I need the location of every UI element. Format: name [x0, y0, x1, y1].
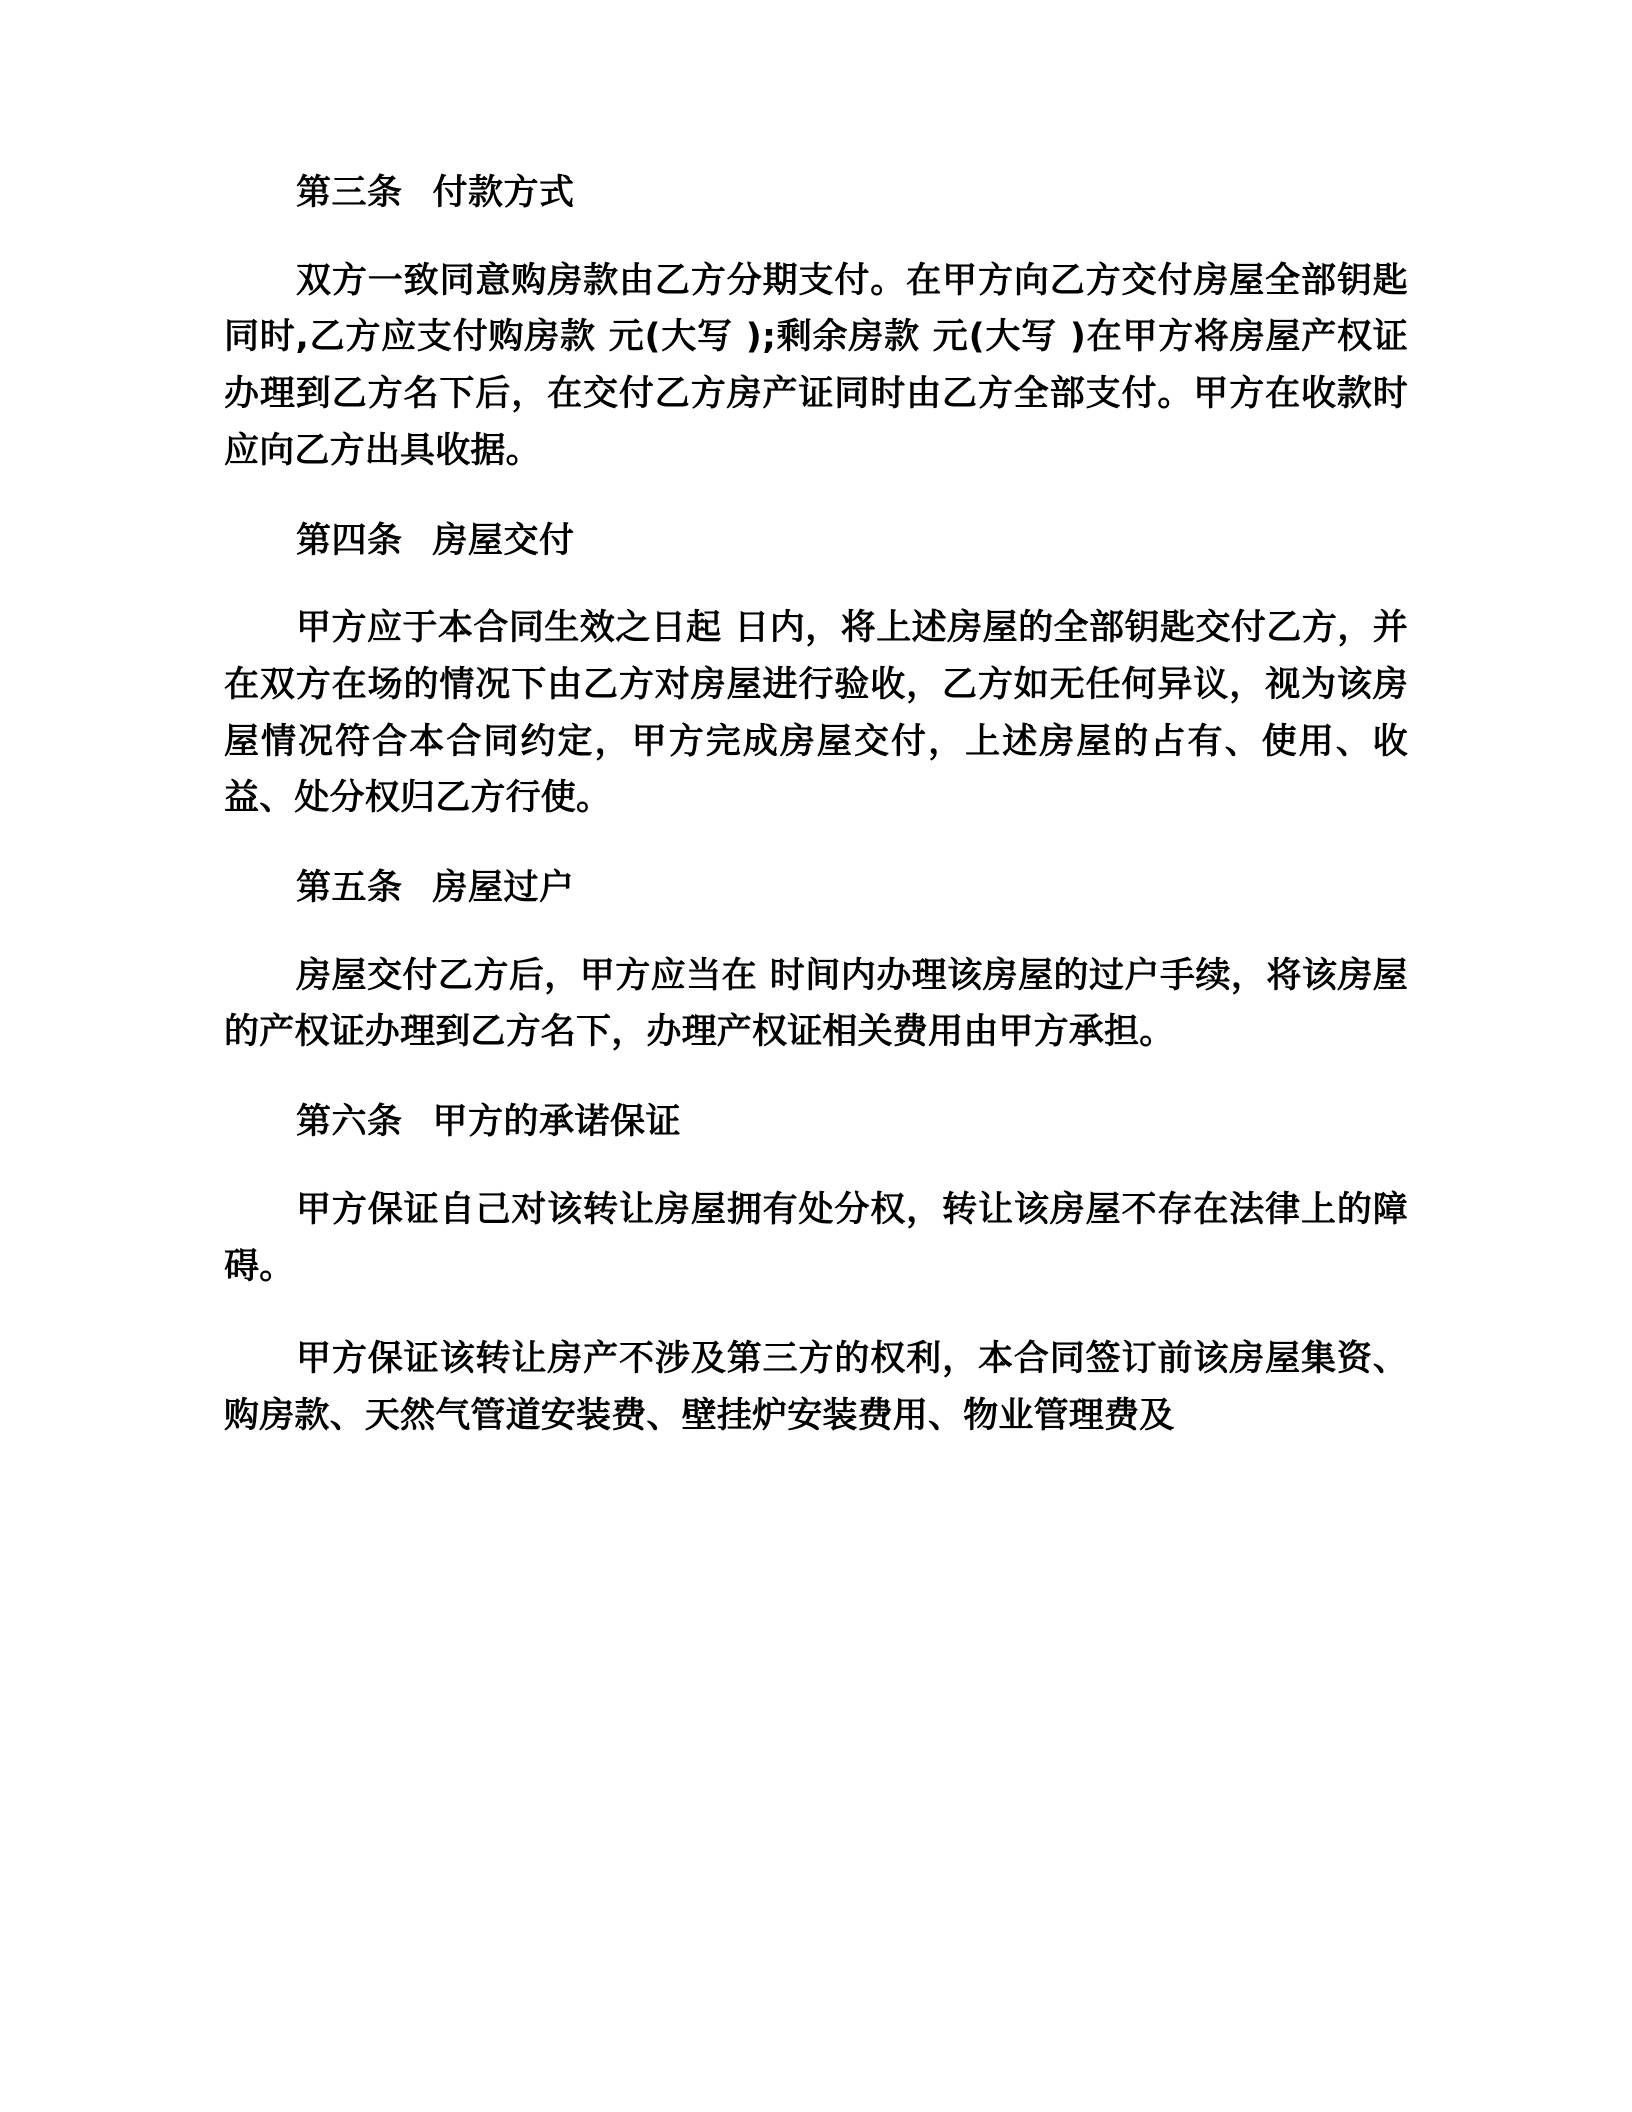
clause-3-title: 付款方式: [432, 173, 575, 213]
document-body: [224, 168, 1408, 1445]
clause-3-heading: [224, 168, 1408, 219]
clause-4-title: 房屋交付: [432, 520, 575, 561]
clause-6-title: 甲方的承诺保证: [432, 1102, 682, 1143]
clause-5-title: 房屋过户: [432, 868, 575, 908]
clause-4-paragraph: 甲方应于本合同生效之日起 日内，将上述房屋的全部钥匙交付乙方，并在双方在场的情况下由乙方对房屋进行验收，乙方如无任何异议，视为该房屋情况符合本合同约定，甲方完成房屋交付，上述房屋的占有、使用、收益、处分权归乙方行使。: [224, 608, 1408, 819]
clause-6-paragraph-1: 甲方保证自己对该转让房屋拥有处分权，转让该房屋不存在法律上的障碍。: [224, 1189, 1408, 1287]
clause-4-heading: [224, 516, 1408, 567]
clause-6-heading: [224, 1097, 1408, 1148]
clause-3-paragraph: 双方一致同意购房款由乙方分期支付。在甲方向乙方交付房屋全部钥匙同时,乙方应支付购房款 元(大写 );剩余房款 元(大写 )在甲方将房屋产权证办理到乙方名下后，在交付乙方房产证同时由乙方全部支付。甲方在收款时应向乙方出具收据。: [224, 260, 1408, 471]
clause-5-heading: [224, 863, 1408, 914]
clause-6-paragraph-2: 甲方保证该转让房产不涉及第三方的权利，本合同签订前该房屋集资、购房款、天然气管道安装费、壁挂炉安装费用、物业管理费及: [224, 1339, 1408, 1436]
clause-5-number: 第五条: [296, 868, 403, 908]
clause-5-paragraph: 房屋交付乙方后，甲方应当在 时间内办理该房屋的过户手续，将该房屋的产权证办理到乙方名下，办理产权证相关费用由甲方承担。: [224, 955, 1408, 1053]
clause-3-number: 第三条: [296, 173, 403, 213]
clause-6-number: 第六条: [296, 1102, 403, 1143]
clause-4-number: 第四条: [296, 520, 403, 561]
